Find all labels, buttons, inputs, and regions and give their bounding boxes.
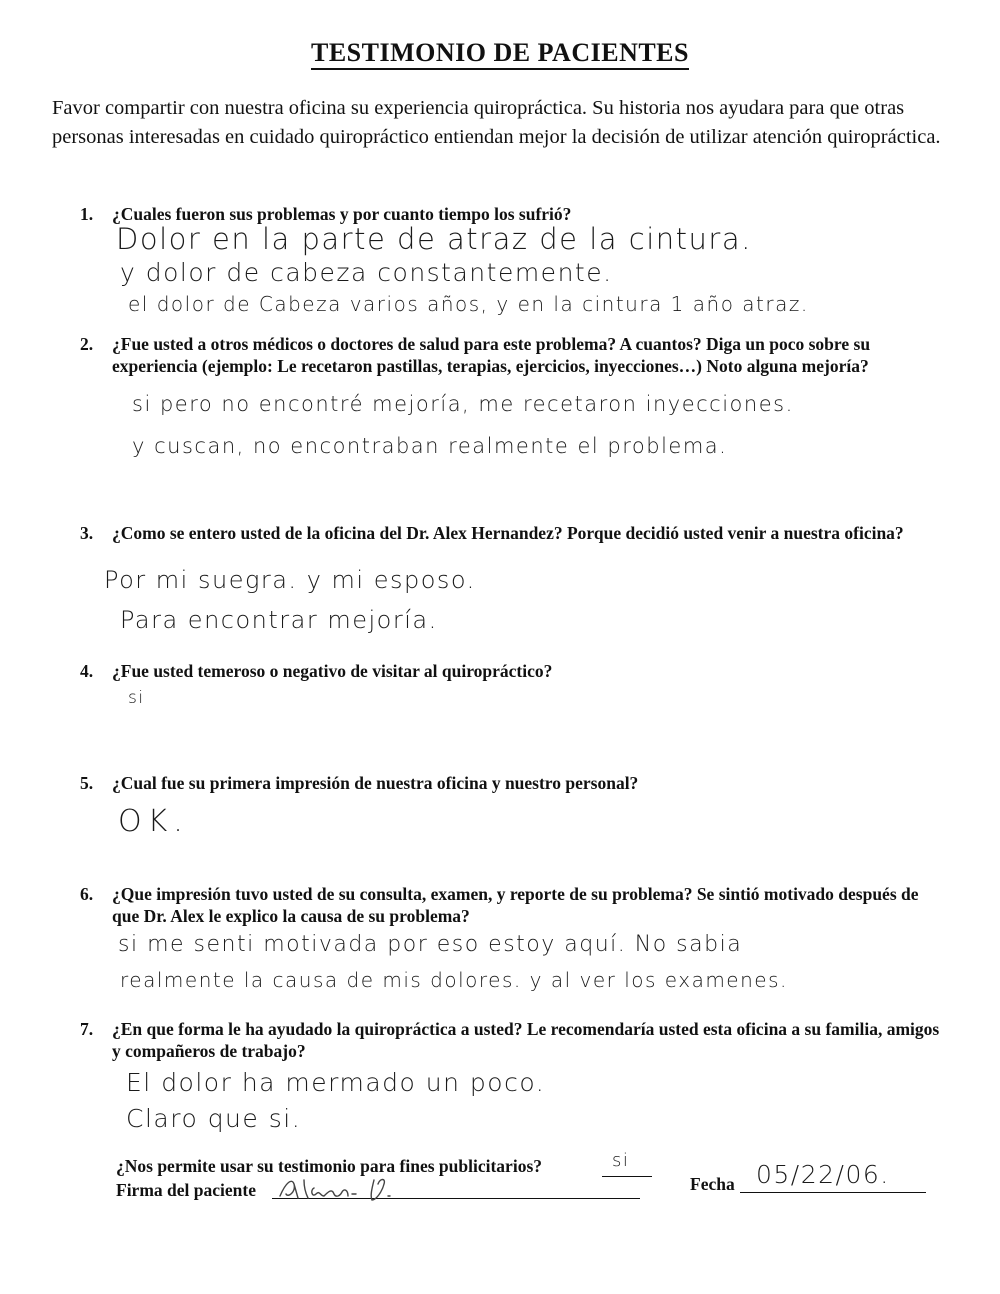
intro-paragraph: Favor compartir con nuestra oficina su experiencia quiropráctica. Su historia nos ayudara para que otras personas interesadas en cuidado quiropráctico entiendan mejor la decisión de utilizar atención quiropráctica. bbox=[52, 97, 941, 148]
question-1: 1. ¿Cuales fueron sus problemas y por cuanto tiempo los sufrió? bbox=[80, 204, 572, 224]
answer-7-line-1: El dolor ha mermado un poco. bbox=[126, 1068, 546, 1097]
permission-line bbox=[602, 1176, 652, 1177]
question-2: 2. ¿Fue usted a otros médicos o doctores de salud para este problema? A cuantos? Diga un poco sobre su experiencia (ejemplo: Le recetaron pastillas, terapias, ejercicios, inyecciones…) Noto alguna mejoría? bbox=[80, 334, 871, 376]
question-5: 5. ¿Cual fue su primera impresión de nuestra oficina y nuestro personal? bbox=[80, 773, 639, 793]
answer-3-line-1: Por mi suegra. y mi esposo. bbox=[104, 566, 476, 594]
signature-label: Firma del paciente bbox=[116, 1180, 256, 1200]
answer-2-line-2: y cuscan, no encontraban realmente el problema. bbox=[132, 434, 728, 458]
answer-6-line-2: realmente la causa de mis dolores. y al ver los examenes. bbox=[120, 968, 788, 992]
answer-6-line-1: si me senti motivada por eso estoy aquí. No sabia bbox=[118, 932, 743, 957]
question-7: 7. ¿En que forma le ha ayudado la quiropráctica a usted? Le recomendaría usted esta oficina a su familia, amigos y compañeros de trabajo? bbox=[80, 1019, 940, 1061]
answer-4-line-1: si bbox=[128, 688, 145, 708]
date-label: Fecha bbox=[690, 1174, 735, 1194]
date-line bbox=[740, 1192, 926, 1193]
answer-7-line-2: Claro que si. bbox=[126, 1104, 302, 1133]
answer-1-line-2: y dolor de cabeza constantemente. bbox=[120, 258, 613, 287]
answer-5-line-1: OK. bbox=[118, 804, 189, 839]
patient-signature bbox=[276, 1174, 436, 1204]
answer-2-line-1: si pero no encontré mejoría, me recetaron inyecciones. bbox=[132, 392, 794, 416]
answer-1-line-1: Dolor en la parte de atraz de la cintura. bbox=[116, 222, 752, 256]
question-4: 4. ¿Fue usted temeroso o negativo de visitar al quiropráctico? bbox=[80, 661, 553, 681]
permission-answer: si bbox=[612, 1150, 630, 1171]
date-value: 05/22/06. bbox=[756, 1160, 890, 1189]
permission-label: ¿Nos permite usar su testimonio para fines publicitarios? bbox=[116, 1156, 542, 1176]
answer-1-line-3: el dolor de Cabeza varios años, y en la cintura 1 año atraz. bbox=[128, 292, 809, 316]
question-3: 3. ¿Como se entero usted de la oficina del Dr. Alex Hernandez? Porque decidió usted venir a nuestra oficina? bbox=[80, 523, 904, 543]
answer-3-line-2: Para encontrar mejoría. bbox=[120, 606, 438, 634]
question-6: 6. ¿Que impresión tuvo usted de su consulta, examen, y reporte de su problema? Se sintió motivado después de que Dr. Alex le explico la causa de su problema? bbox=[80, 884, 919, 926]
page-title: TESTIMONIO DE PACIENTES bbox=[0, 38, 1000, 68]
